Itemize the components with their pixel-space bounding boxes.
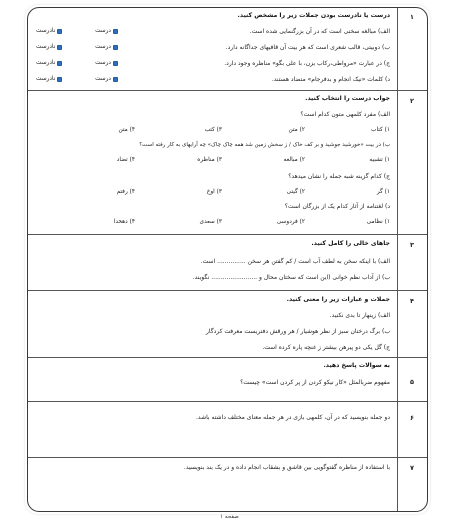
mc-option[interactable]: ۱) کتاب (371, 127, 390, 133)
question-number: ۷ (410, 464, 414, 472)
checkbox-icon[interactable] (57, 29, 62, 34)
mc-option[interactable]: ۲) مبالغه (283, 157, 305, 163)
question-4-row (28, 291, 427, 358)
mc-question-b: ب) در بیت «خورشید جوشید و بر کف خاک / ز سخش زمین شد همه چاک چاک» چه آرایهای به کار رفته است؟ (139, 142, 390, 148)
statement-d: د) کلمات «نیک انجام و بدفرجام» متضاد هستند. (271, 76, 390, 83)
mc-option[interactable]: ۱) تشبیه (369, 157, 390, 163)
true-option[interactable]: درست (95, 76, 118, 82)
statement-a: الف) مبالغه سخنی است که در آن بزرگنمایی شده است. (249, 28, 390, 35)
checkbox-icon[interactable] (57, 45, 62, 50)
question-number: ۱ (410, 13, 414, 21)
statement-c: ج) در عبارت «مرواطی،رکاب بزن، با علی بگو» مناظره وجود دارد. (224, 60, 390, 67)
mc-option[interactable]: ۳) مناظره (197, 157, 222, 163)
mc-option[interactable]: ۳) سعدی (199, 219, 222, 225)
true-false-choice (36, 76, 118, 86)
checkbox-icon[interactable] (57, 61, 62, 66)
question-number: ۳ (410, 241, 414, 249)
true-option[interactable]: درست (95, 60, 118, 66)
mc-question-a: الف) مفرد کلمهی متون کدام است؟ (300, 111, 390, 118)
question-6-row (28, 402, 427, 458)
question-text: با استفاده از مناظره گفتوگویی بین قاشق و بشقاب انجام داده و در یک بند بنویسید. (183, 464, 390, 471)
question-1-row (28, 8, 427, 91)
true-false-choice (36, 60, 118, 70)
true-option[interactable]: درست (95, 28, 118, 34)
checkbox-icon[interactable] (113, 61, 118, 66)
question-title: جاهای خالی را کامل کنید. (311, 240, 390, 247)
mc-option[interactable]: ۴) رفتم (116, 189, 135, 195)
question-number: ۲ (410, 97, 414, 105)
mc-question-c: ج) کدام گزینه شبه جمله را نشان میدهد؟ (288, 173, 390, 180)
question-number: ۴ (410, 297, 414, 305)
question-title: به سوالات پاسخ دهید. (323, 362, 390, 369)
mc-option[interactable]: ۴) تضاد (116, 157, 135, 163)
question-title: جملات و عبارات زیر را معنی کنید. (286, 296, 390, 303)
exam-sheet (27, 7, 428, 512)
false-option[interactable]: نادرست (36, 76, 62, 82)
mc-option[interactable]: ۲) فردوسی (276, 219, 305, 225)
page-footer: صفحه ۱ (220, 514, 239, 520)
false-option[interactable]: نادرست (36, 60, 62, 66)
fill-blank-b: ب) از آداب نظم خوانی (این است که سختان محال و ........................ نگویند. (192, 274, 390, 281)
true-option[interactable]: درست (95, 44, 118, 50)
meaning-c: ج) گل یکی دو پیرهن بیشتر ز غنچه پاره کرده است. (262, 344, 390, 351)
checkbox-icon[interactable] (113, 29, 118, 34)
question-3-row (28, 235, 427, 291)
fill-blank-a: الف) با اینکه سخن به لطف آب است / کم گفتن هر سخن ............... است. (200, 258, 390, 265)
mc-option[interactable]: ۱) گر (376, 189, 390, 195)
question-number: ۶ (410, 414, 414, 422)
checkbox-icon[interactable] (113, 45, 118, 50)
question-text: دو جمله بنویسید که در آن، کلمهی بازی در هر جمله معنای مختلف داشته باشد. (196, 414, 390, 421)
false-option[interactable]: نادرست (36, 44, 62, 50)
question-7-row (28, 458, 427, 513)
question-title: جواب درست را انتخاب کنید. (305, 95, 390, 102)
meaning-b: ب) برگ درختان سبز از نظر هوشیار / هر ورقش دفتریست معرفت کردگار (206, 328, 390, 335)
true-false-choice (36, 44, 118, 54)
mc-option[interactable]: ۳) کتب (204, 127, 222, 133)
proverb-question: مفهوم ضربالمثل «کار نیکو کردن از پر کردن است» چیست؟ (240, 379, 390, 386)
false-option[interactable]: نادرست (36, 28, 62, 34)
mc-option[interactable]: ۴) دهخدا (113, 219, 135, 225)
question-5-row (28, 358, 427, 402)
question-title: درست یا نادرست بودن جملات زیر را مشخص کنید. (237, 12, 390, 19)
checkbox-icon[interactable] (113, 77, 118, 82)
mc-question-d: د) لغتنامه از آثار کدام یک از بزرگان است؟ (284, 203, 390, 210)
checkbox-icon[interactable] (57, 77, 62, 82)
mc-option[interactable]: ۲) گیتی (286, 189, 305, 195)
mc-option[interactable]: ۲) متن (288, 127, 305, 133)
question-2-row (28, 91, 427, 235)
question-number: ۵ (410, 378, 414, 386)
mc-option[interactable]: ۳) اوخ (206, 189, 222, 195)
true-false-choice (36, 28, 118, 38)
mc-option[interactable]: ۱) نظامی (366, 219, 390, 225)
statement-b: ب) دوبیتی، قالب شعری است که هر بیت آن قافیهای جداگانه دارد. (225, 44, 390, 51)
meaning-a: الف) زینهار تا بدی نکنید. (329, 312, 390, 319)
mc-option[interactable]: ۴) متن (118, 127, 135, 133)
